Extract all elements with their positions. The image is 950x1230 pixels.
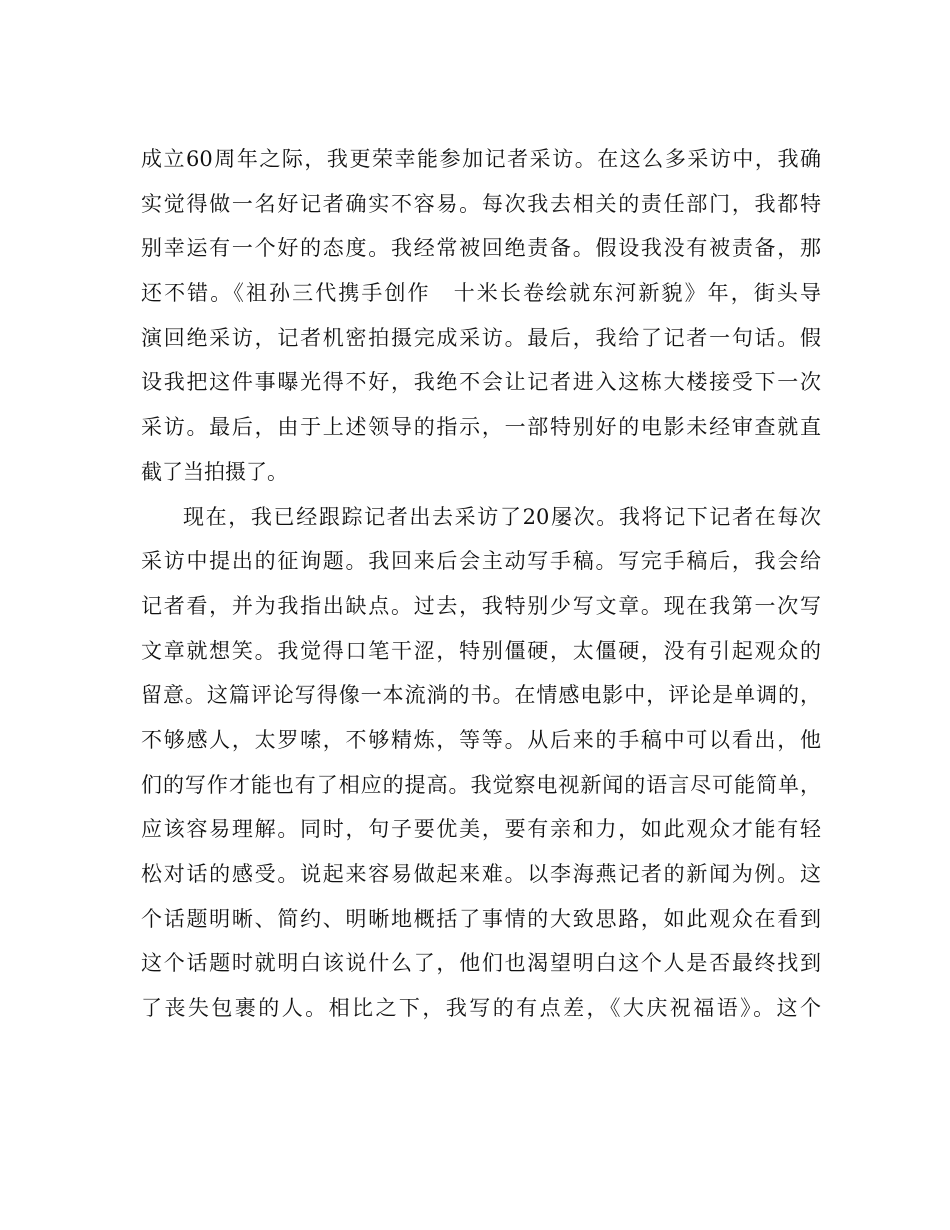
text-line: 应该容易理解。同时，句子要优美，要有亲和力，如此观众才能有轻 — [141, 817, 821, 842]
text-line: 这个话题时就明白该说什么了，他们也渴望明白这个人是否最终找到 — [141, 951, 821, 976]
text-line: 个话题明晰、简约、明晰地概括了事情的大致思路，如此观众在看到 — [141, 906, 821, 931]
text-line: 截了当拍摄了。 — [141, 459, 288, 484]
paragraph-1 — [141, 137, 821, 495]
text-line: 还不错。《祖孙三代携手创作 十米长卷绘就东河新貌》年，街头导 — [141, 281, 821, 306]
text-line: 采访中提出的征询题。我回来后会主动写手稿。写完手稿后，我会给 — [141, 549, 821, 574]
text-line: 留意。这篇评论写得像一本流淌的书。在情感电影中，评论是单调的， — [141, 683, 821, 708]
text-line: 成立60周年之际，我更荣幸能参加记者采访。在这么多采访中，我确 — [141, 147, 821, 171]
text-line: 演回绝采访，记者机密拍摄完成采访。最后，我给了记者一句话。假 — [141, 325, 821, 350]
text-line: 现在，我已经跟踪记者出去采访了20屡次。我将记下记者在每次 — [183, 504, 821, 529]
text-line: 别幸运有一个好的态度。我经常被回绝责备。假设我没有被责备，那 — [141, 236, 821, 261]
text-line: 们的写作才能也有了相应的提高。我觉察电视新闻的语言尽可能简单， — [141, 772, 821, 797]
text-line: 设我把这件事曝光得不好，我绝不会让记者进入这栋大楼接受下一次 — [141, 370, 821, 395]
text-line: 记者看，并为我指出缺点。过去，我特别少写文章。现在我第一次写 — [141, 593, 821, 618]
text-line: 文章就想笑。我觉得口笔干涩，特别僵硬，太僵硬，没有引起观众的 — [141, 638, 821, 663]
body-text — [141, 137, 821, 1031]
paragraph-2 — [141, 495, 821, 1031]
text-line: 不够感人，太罗嗦，不够精炼，等等。从后来的手稿中可以看出，他 — [141, 727, 821, 752]
text-line: 松对话的感受。说起来容易做起来难。以李海燕记者的新闻为例。这 — [141, 862, 821, 886]
text-line: 了丧失包裹的人。相比之下，我写的有点差，《大庆祝福语》。这个 — [141, 996, 821, 1021]
text-line: 采访。最后，由于上述领导的指示，一部特别好的电影未经审查就直 — [141, 415, 821, 440]
text-line: 实觉得做一名好记者确实不容易。每次我去相关的责任部门，我都特 — [141, 191, 821, 216]
